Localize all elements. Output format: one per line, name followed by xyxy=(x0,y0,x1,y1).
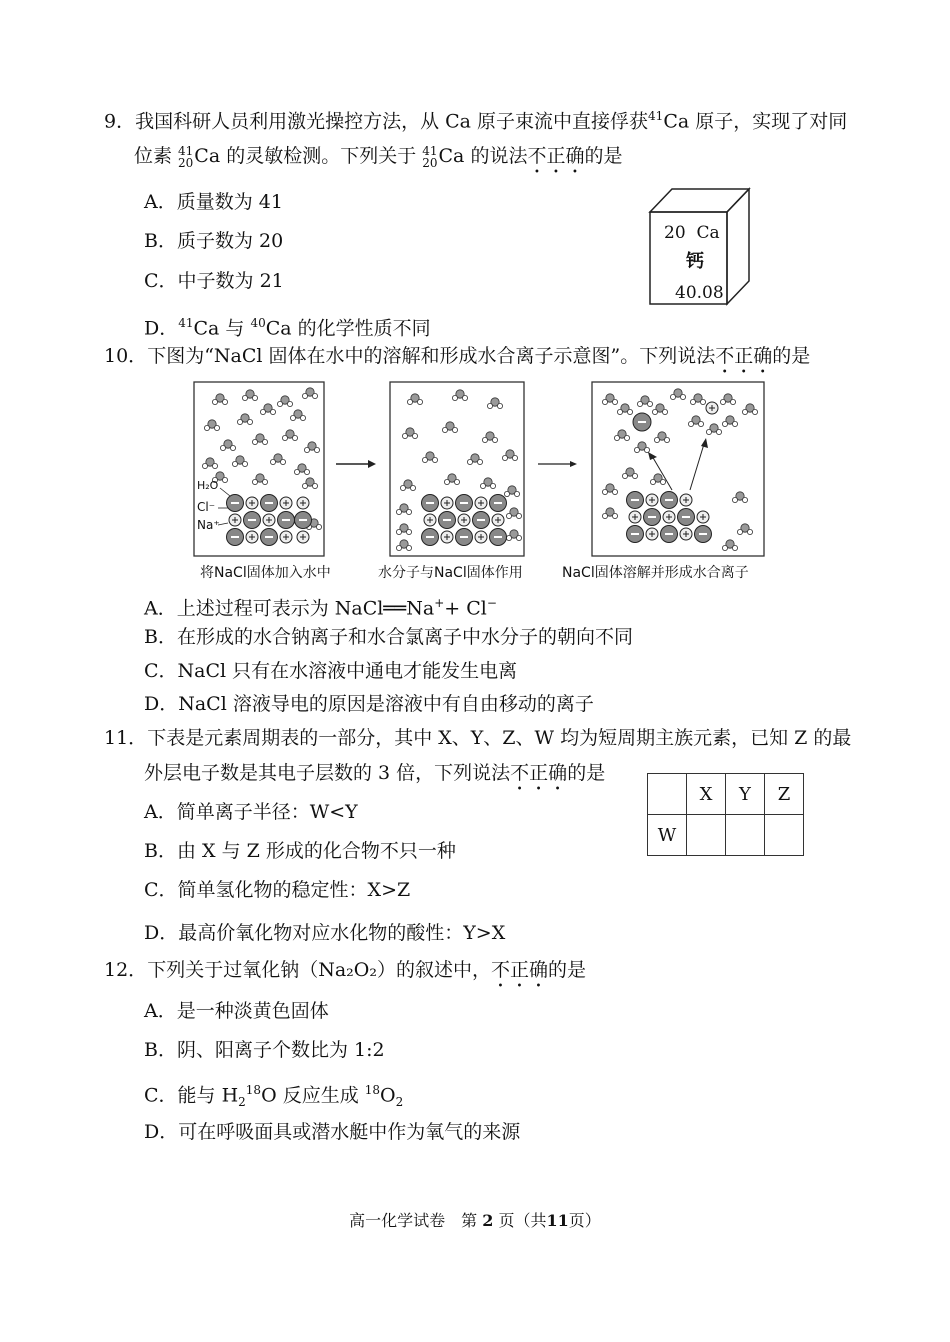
q12-option-a: A．是一种淡黄色固体 xyxy=(144,1000,329,1022)
q10-option-d: D．NaCl 溶液导电的原因是溶液中有自由移动的离子 xyxy=(144,693,594,715)
figure-caption-1: 将NaCl固体加入水中 xyxy=(200,565,331,581)
q11-option-b: B．由 X 与 Z 形成的化合物不只一种 xyxy=(144,840,456,862)
q11-line1: 11．下表是元素周期表的一部分，其中 X、Y、Z、W 均为短周期主族元素，已知 Z 的最 xyxy=(104,727,852,749)
q9-option-c: C．中子数为 21 xyxy=(144,270,284,292)
isotope-notation: 41 20 xyxy=(178,144,194,170)
element-name: 钙 xyxy=(686,251,704,272)
nacl-dissolution-figure xyxy=(190,378,770,558)
element-number-symbol: 20 Ca xyxy=(664,223,720,243)
q12-option-b: B．阴、阳离子个数比为 1:2 xyxy=(144,1039,385,1061)
q12-option-d: D．可在呼吸面具或潜水艇中作为氧气的来源 xyxy=(144,1121,521,1143)
label-chloride: Cl⁻ xyxy=(197,500,216,514)
label-water: H₂O xyxy=(197,479,219,492)
q9-option-a: A．质量数为 41 xyxy=(144,191,283,213)
q9-line2: 位素 41 20 Ca 的灵敏检测。下列关于 41 20 Ca 的说法不正确的是 xyxy=(134,144,623,170)
q10-option-a: A．上述过程可表示为 NaCl══Na++ Cl− xyxy=(144,596,497,620)
q9-option-b: B．质子数为 20 xyxy=(144,230,284,252)
q10-option-c: C．NaCl 只有在水溶液中通电才能发生电离 xyxy=(144,660,518,682)
figure-caption-2: 水分子与NaCl固体作用 xyxy=(378,565,523,581)
q11-option-a: A．简单离子半径：W<Y xyxy=(144,801,358,823)
q9-line1: 9．我国科研人员利用激光操控方法，从 Ca 原子束流中直接俘获$^{41}$Ca 原子，实现了对同 xyxy=(104,109,848,133)
q10-stem: 10．下图为“NaCl 固体在水中的溶解和形成水合离子示意图”。下列说法不正确的是 xyxy=(104,345,811,367)
q11-line2: 外层电子数是其电子层数的 3 倍，下列说法不正确的是 xyxy=(144,762,606,784)
periodic-table-fragment: X Y Z W xyxy=(647,773,804,856)
page-footer: 高一化学试卷 第 2 页（共11页） xyxy=(349,1211,601,1230)
element-mass: 40.08 xyxy=(675,283,724,303)
q10-option-b: B．在形成的水合钠离子和水合氯离子中水分子的朝向不同 xyxy=(144,626,633,648)
q11-option-c: C．简单氢化物的稳定性：X>Z xyxy=(144,879,411,901)
label-sodium: Na⁺ xyxy=(197,518,220,532)
q12-option-c: C．能与 $H_2^{18}O$ 反应生成 $^{18}O_2$ xyxy=(144,1083,404,1110)
q12-stem: 12．下列关于过氧化钠（Na₂O₂）的叙述中，不正确的是 xyxy=(104,959,586,981)
figure-caption-3: NaCl固体溶解并形成水合离子 xyxy=(562,565,749,581)
q11-option-d: D．最高价氧化物对应水化物的酸性：Y>X xyxy=(144,922,506,944)
q9-option-d: D．$^{41}$Ca 与 $^{40}$Ca 的化学性质不同 xyxy=(144,316,431,340)
